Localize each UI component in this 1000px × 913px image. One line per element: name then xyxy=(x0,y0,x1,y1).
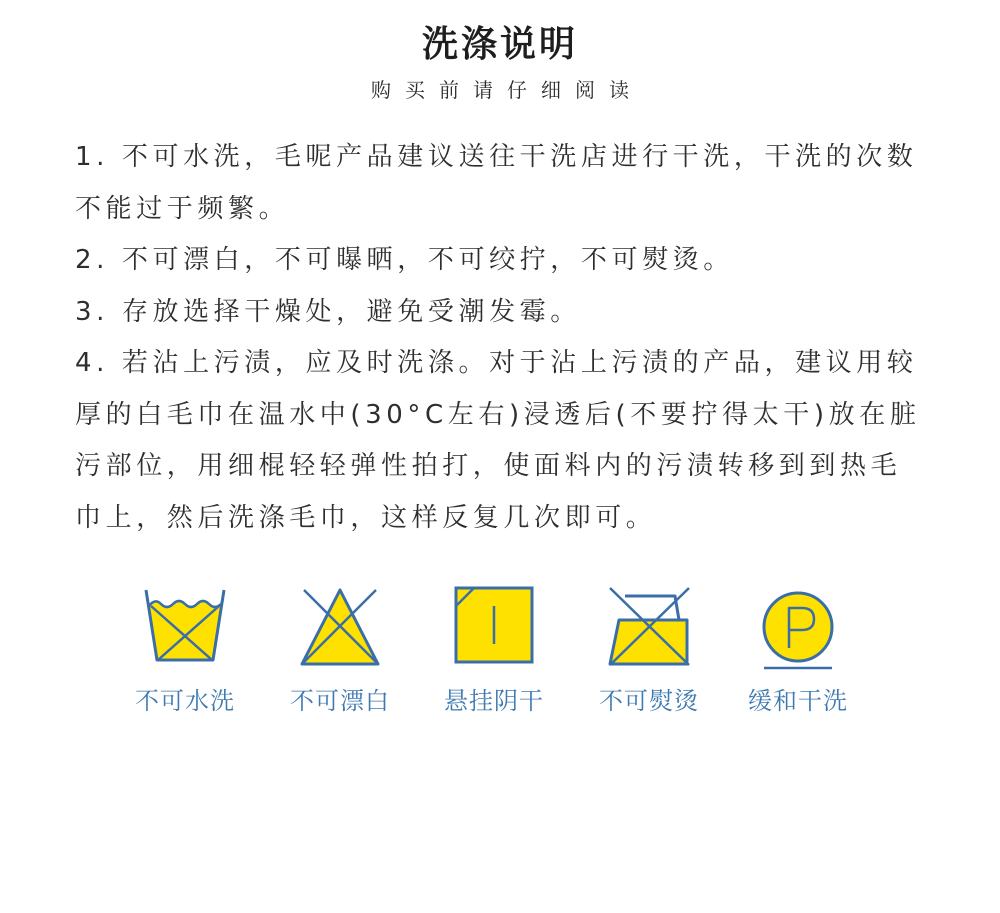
instruction-line: 厚的白毛巾在温水中(30°C左右)浸透后(不要拧得太干)放在脏 xyxy=(75,399,921,430)
no-bleach-icon xyxy=(290,582,390,672)
care-label: 缓和干洗 xyxy=(748,687,848,715)
instruction-line: 1. 不可水洗，毛呢产品建议送往干洗店进行干洗，干洗的次数 xyxy=(75,142,918,172)
care-label: 不可水洗 xyxy=(135,687,235,715)
page-subtitle: 购买前请仔细阅读 xyxy=(371,78,643,102)
care-item-no-washing xyxy=(110,582,260,722)
care-label: 不可漂白 xyxy=(290,687,390,715)
gentle-dry-clean-icon xyxy=(748,582,848,672)
no-washing-icon xyxy=(135,582,235,672)
care-label: 悬挂阴干 xyxy=(444,687,544,715)
instruction-line: 巾上，然后洗涤毛巾，这样反复几次即可。 xyxy=(75,502,657,533)
hang-dry-shade-icon xyxy=(444,582,544,672)
no-ironing-icon xyxy=(599,582,699,672)
instruction-line: 污部位，用细棍轻轻弹性拍打，使面料内的污渍转移到到热毛 xyxy=(75,451,902,481)
page-title: 洗涤说明 xyxy=(421,24,578,65)
care-label: 不可熨烫 xyxy=(599,687,699,715)
instruction-line: 2. 不可漂白，不可曝晒，不可绞拧，不可熨烫。 xyxy=(75,245,734,275)
care-item-hang-dry xyxy=(419,582,569,722)
care-item-no-ironing xyxy=(574,582,724,722)
instruction-line: 不能过于频繁。 xyxy=(75,193,290,224)
care-item-no-bleach xyxy=(265,582,415,722)
instruction-list xyxy=(75,132,955,544)
instruction-line: 3. 存放选择干燥处，避免受潮发霉。 xyxy=(75,296,581,327)
instruction-line: 4. 若沾上污渍，应及时洗涤。对于沾上污渍的产品，建议用较 xyxy=(75,348,918,378)
care-item-gentle-dry-clean xyxy=(723,582,873,722)
